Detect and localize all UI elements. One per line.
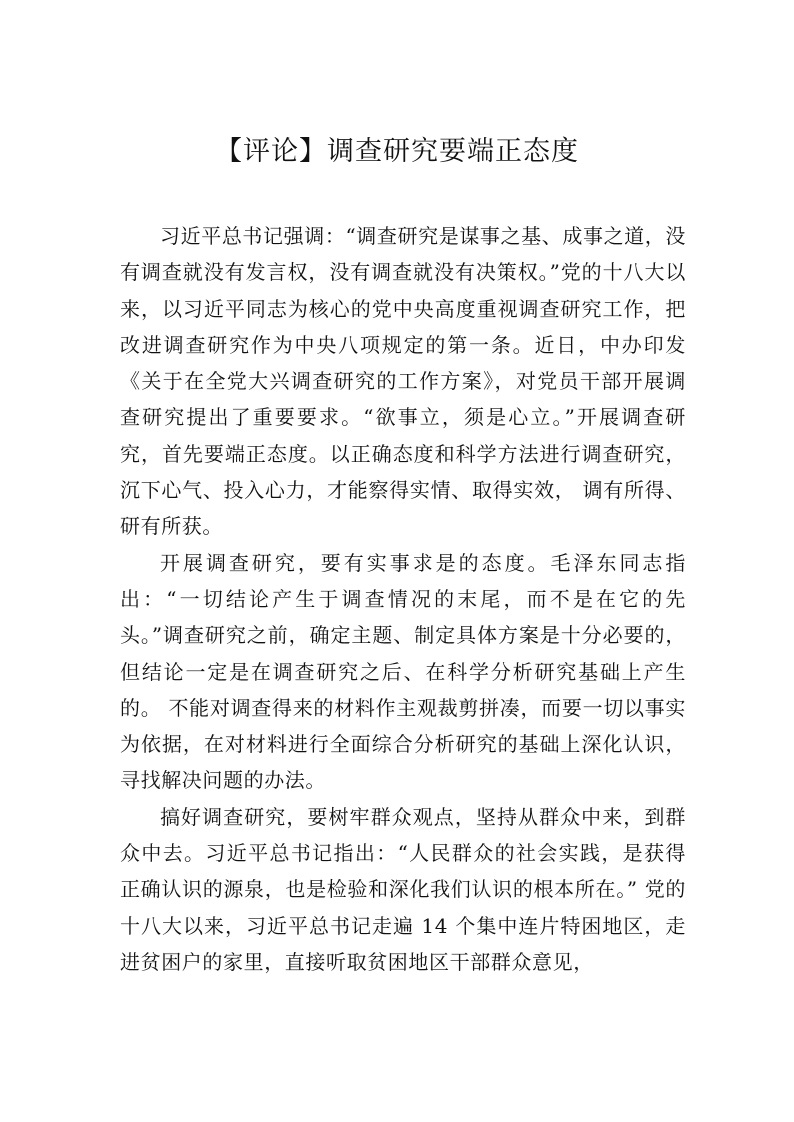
document-title: 【评论】调查研究要端正态度 bbox=[215, 136, 579, 167]
document-body bbox=[120, 218, 686, 980]
paragraph-1: 习近平总书记强调：“调查研究是谋事之基、成事之道，没有调查就没有发言权，没有调查就没有决策权。”党的十八大以来，以习近平同志为核心的党中央高度重视调查研究工作，把改进调查研究作为中央八项规定的第一条。近日，中办印发《关于在全党大兴调查研究的工作方案》，对党员干部开展调查研究提出了重要要求。“欲事立，须是心立。”开展调查研究，首先要端正态度。以正确态度和科学方法进行调查研究，沉下心气、投入心力，才能察得实情、取得实效， 调有所得、研有所获。 bbox=[120, 224, 686, 539]
paragraph-2: 开展调查研究，要有实事求是的态度。毛泽东同志指出：“一切结论产生于调查情况的末尾，而不是在它的先头。”调查研究之前，确定主题、制定具体方案是十分必要的，但结论一定是在调查研究之后、在科学分析研究基础上产生的。 不能对调查得来的材料作主观裁剪拼凑，而要一切以事实为依据，在对材料进行全面综合分析研究的基础上深化认识， 寻找解决问题的办法。 bbox=[120, 550, 686, 793]
paragraph-3: 搞好调查研究，要树牢群众观点，坚持从群众中来，到群众中去。习近平总书记指出：“人民群众的社会实践，是获得正确认识的源泉，也是检验和深化我们认识的根本所在。” 党的十八大以来，习近平总书记走遍 14 个集中连片特困地区，走进贫困户的家里，直接听取贫困地区干部群众意见， bbox=[120, 804, 686, 974]
